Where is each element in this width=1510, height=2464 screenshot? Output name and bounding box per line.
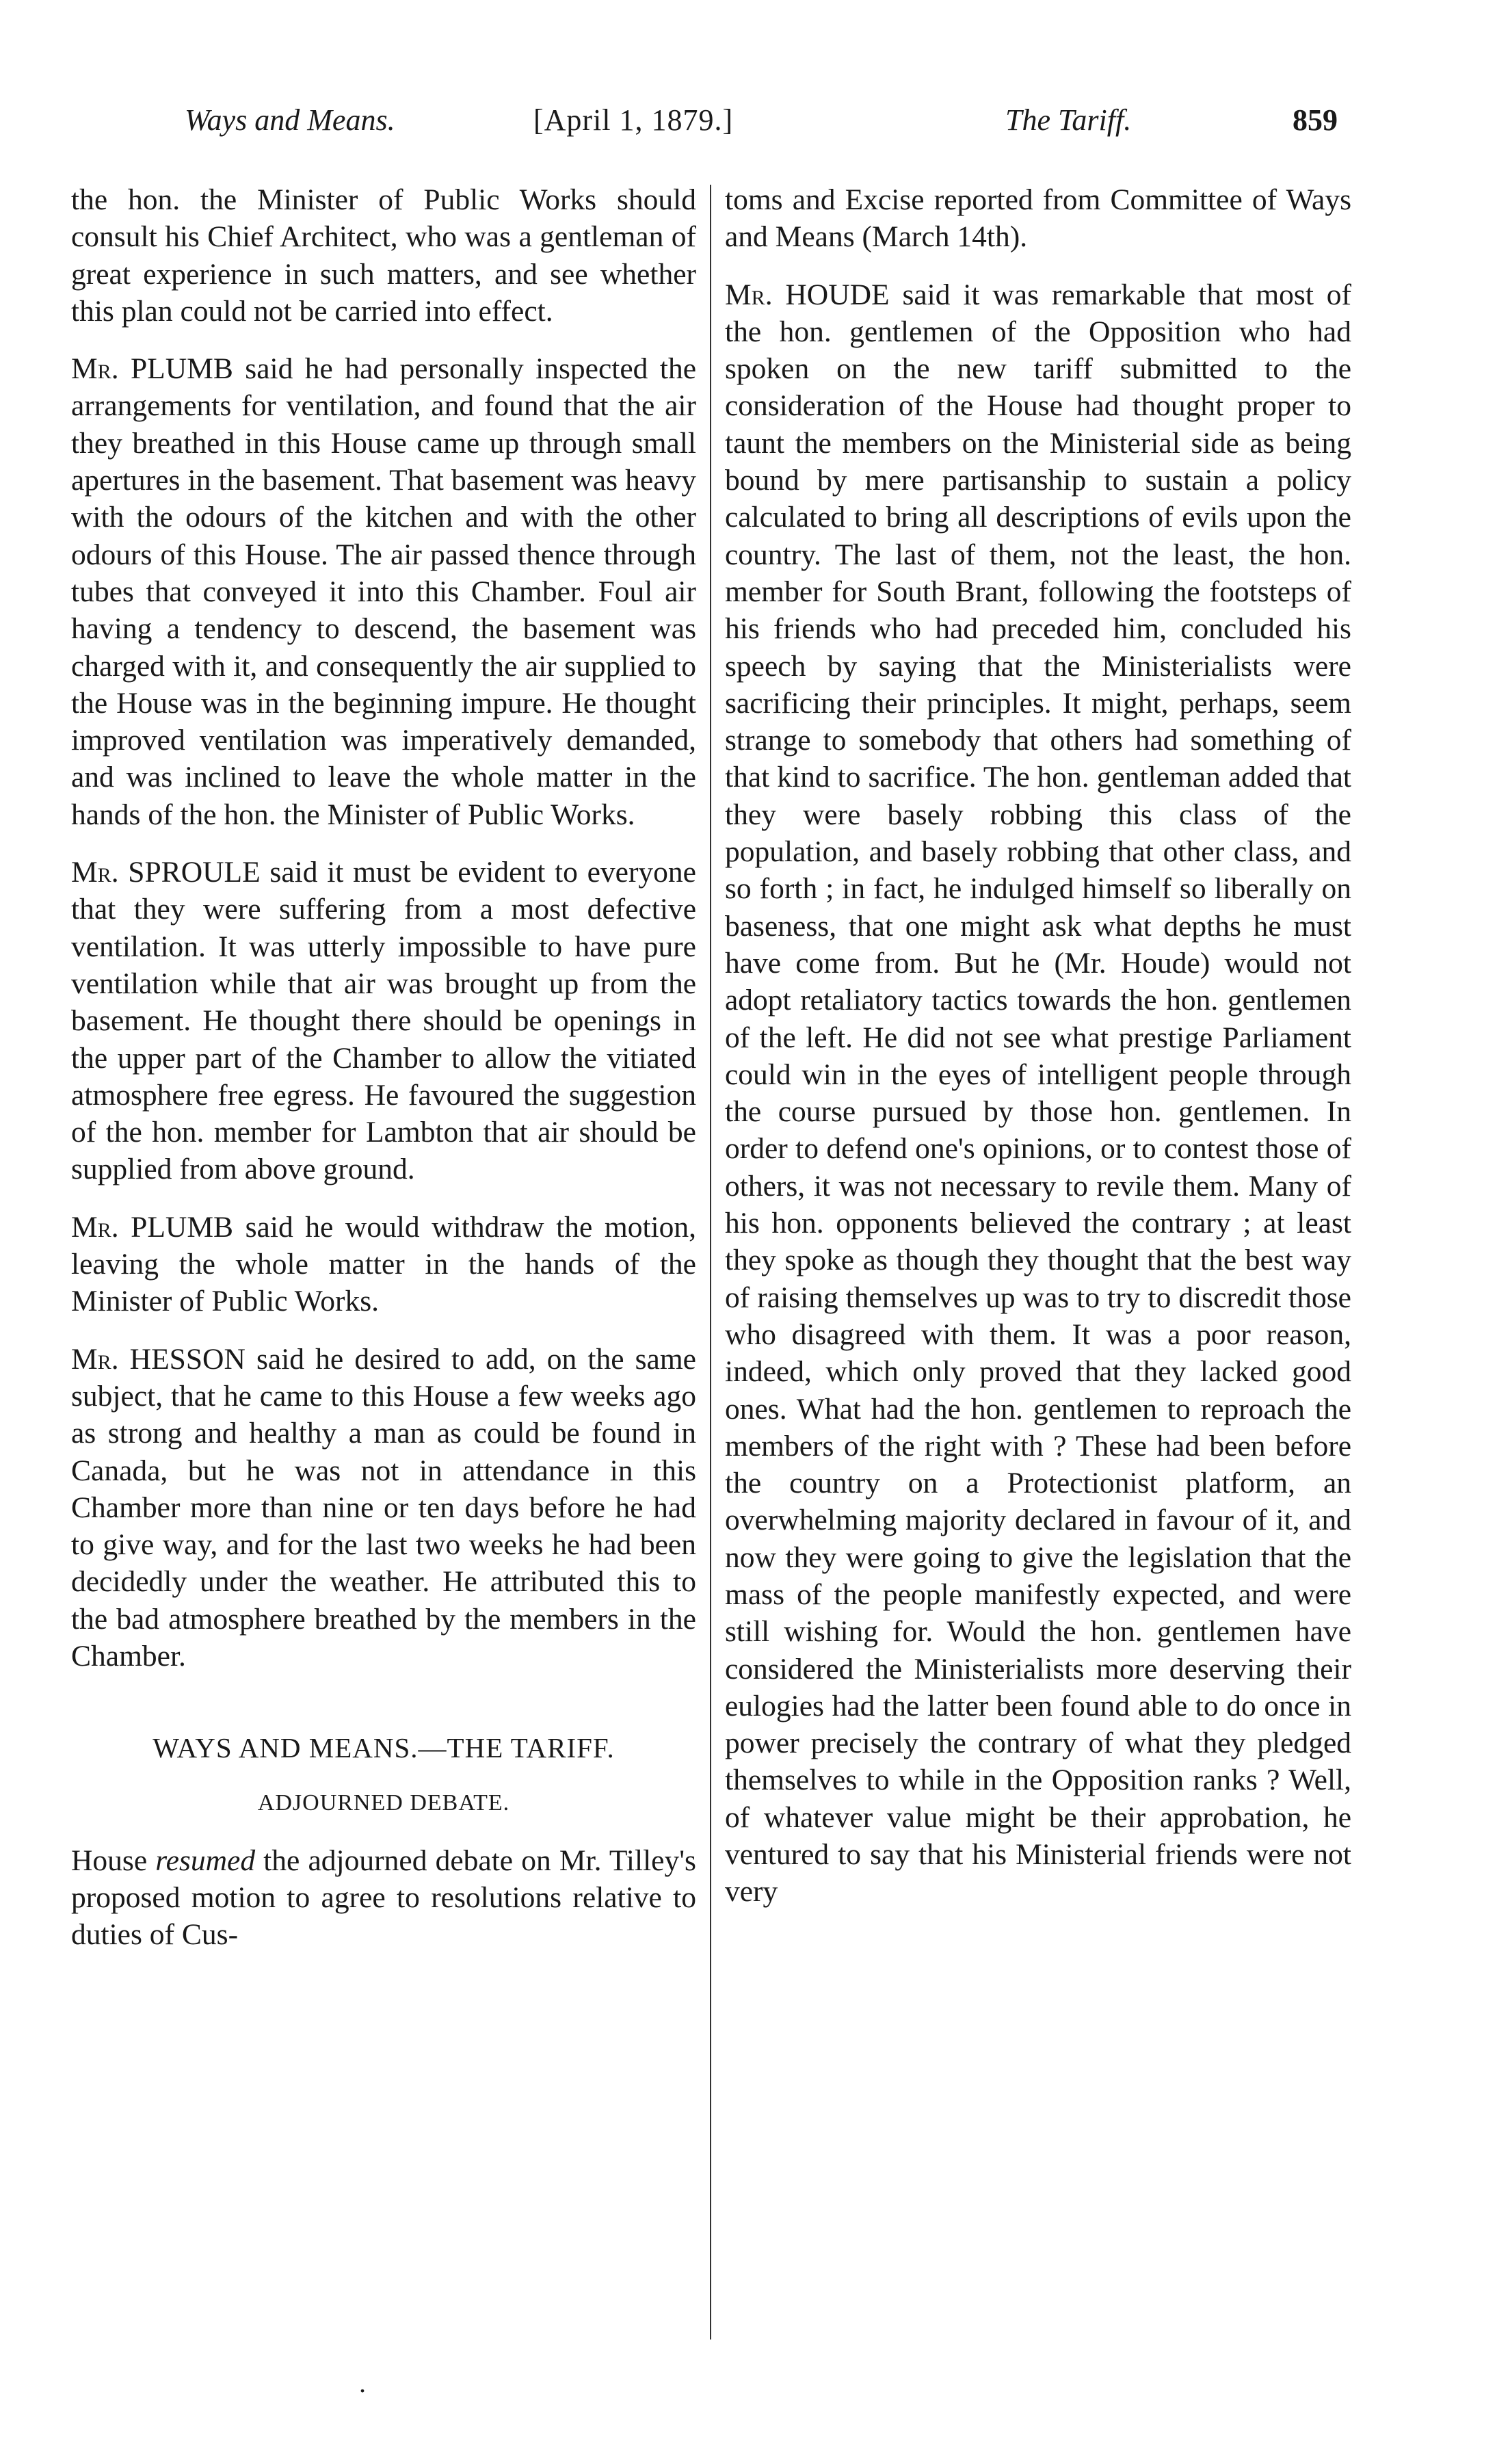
left-paragraph-1: the hon. the Minister of Public Works should consult his Chief Architect, who was a gentleman of great experience in such matters, and see whether this plan could not be carried into effect. xyxy=(71,183,696,328)
left-paragraph-plumb xyxy=(71,350,696,833)
column-divider xyxy=(710,185,711,2340)
speaker-name: Mr. PLUMB xyxy=(71,352,233,386)
speaker-name: Mr. HESSON xyxy=(71,1342,246,1376)
running-header xyxy=(68,103,1354,150)
resumed-italic: resumed xyxy=(155,1844,256,1877)
left-paragraph-sproule xyxy=(71,854,696,1188)
header-section-left: Ways and Means. xyxy=(185,103,395,137)
left-paragraph-plumb-2 xyxy=(71,1209,696,1320)
resumed-text: the adjourned debate on Mr. Tilley's proposed motion to agree to resolutions relative to duties of Cus- xyxy=(71,1844,696,1952)
page-number: 859 xyxy=(1293,103,1338,137)
speaker-name: Mr. HOUDE xyxy=(725,278,890,311)
speaker-name: Mr. SPROULE xyxy=(71,856,261,889)
right-paragraph-houde xyxy=(725,276,1351,1911)
section-subheading: ADJOURNED DEBATE. xyxy=(257,1790,510,1816)
resumed-prefix: House xyxy=(71,1844,156,1877)
speech-text: said it must be evident to everyone that they were suffering from a most defective ventilation. It was utterly impossible to have pure ventilation while that air was brought up from the basement. He thought there should be openings in the upper part of the Chamber to allow the vitiated atmosphere free egress. He favoured the suggestion of the hon. member for Lambton that air should be supplied from above ground. xyxy=(71,856,696,1186)
left-paragraph-hesson xyxy=(71,1341,696,1675)
speech-text: said it was remarkable that most of the hon. gentlemen of the Opposition who had spoken on the new tariff submitted to the consideration of the House had thought proper to taunt the members on the Ministerial side as being bound by mere partisanship to sustain a policy calculated to bring all descriptions of evils upon the country. The last of them, not the least, the hon. member for South Brant, following the footsteps of his friends who had preceded him, concluded his speech by saying that the Ministerialists were sacrificing their principles. It might, perhaps, seem strange to somebody that others had something of that kind to sacrifice. The hon. gentleman added that they were basely robbing this class of the population, and basely robbing that other class, and so forth ; in fact, he indulged himself so liberally on baseness, that one might ask what depths he must have come from. But he (Mr. Houde) would not adopt retaliatory tactics towards the hon. gentlemen of the left. He did not see what prestige Parliament could win in the eyes of intelligent people through the course pursued by those hon. gentlemen. In order to defend one's opinions, or to contest those of others, it was not necessary to revile them. Many of his hon. opponents believed the contrary ; at least they spoke as though they thought that the best way of raising themselves up was to try to discredit those who disagreed with them. It was a poor reason, indeed, which only proved that they lacked good ones. What had the hon. gentlemen to reproach the members of the right with ? These had been before the country on a Protectionist platform, an overwhelming majority declared in favour of it, and now they were going to give the legislation that the mass of the people manifestly expected, and were still wishing for. Would the hon. gentlemen have considered the Ministerialists more deserving their eulogies had the latter been found able to do once in power precisely the contrary of what they pledged themselves to while in the Opposition ranks ? Well, of whatever value might be their approbation, he ventured to say that his Ministerial friends were not very xyxy=(725,278,1351,1909)
left-paragraph-resumed xyxy=(71,1842,696,1954)
speech-text: said he would withdraw the motion, leaving the whole matter in the hands of the Minister of Public Works. xyxy=(71,1210,697,1318)
header-date: [April 1, 1879.] xyxy=(533,103,734,137)
footer-mark: . xyxy=(359,2368,366,2398)
right-paragraph-1: toms and Excise reported from Committee of Ways and Means (March 14th). xyxy=(725,183,1351,254)
left-column xyxy=(71,181,696,1954)
header-section-right: The Tariff. xyxy=(1005,103,1132,137)
speech-text: said he desired to add, on the same subject, that he came to this House a few weeks ago as strong and healthy a man as could be found in Canada, but he was not in attendance in this Chamber more than nine or ten days before he had to give way, and for the last two weeks he had been decidedly under the weather. He attributed this to the bad atmosphere breathed by the members in the Chamber. xyxy=(71,1342,696,1673)
section-heading: WAYS AND MEANS.—THE TARIFF. xyxy=(153,1732,615,1764)
speech-text: said he had personally inspected the arrangements for ventilation, and found that the air they breathed in this House came up through small apertures in the basement. That basement was heavy with the odours of the kitchen and with the other odours of this House. The air passed thence through tubes that conveyed it into this Chamber. Foul air having a tendency to descend, the basement was charged with it, and consequently the air supplied to the House was in the beginning impure. He thought improved ventilation was imperatively demanded, and was inclined to leave the whole matter in the hands of the hon. the Minister of Public Works. xyxy=(71,352,696,831)
speaker-name: Mr. PLUMB xyxy=(71,1210,234,1244)
right-column xyxy=(725,181,1351,1911)
